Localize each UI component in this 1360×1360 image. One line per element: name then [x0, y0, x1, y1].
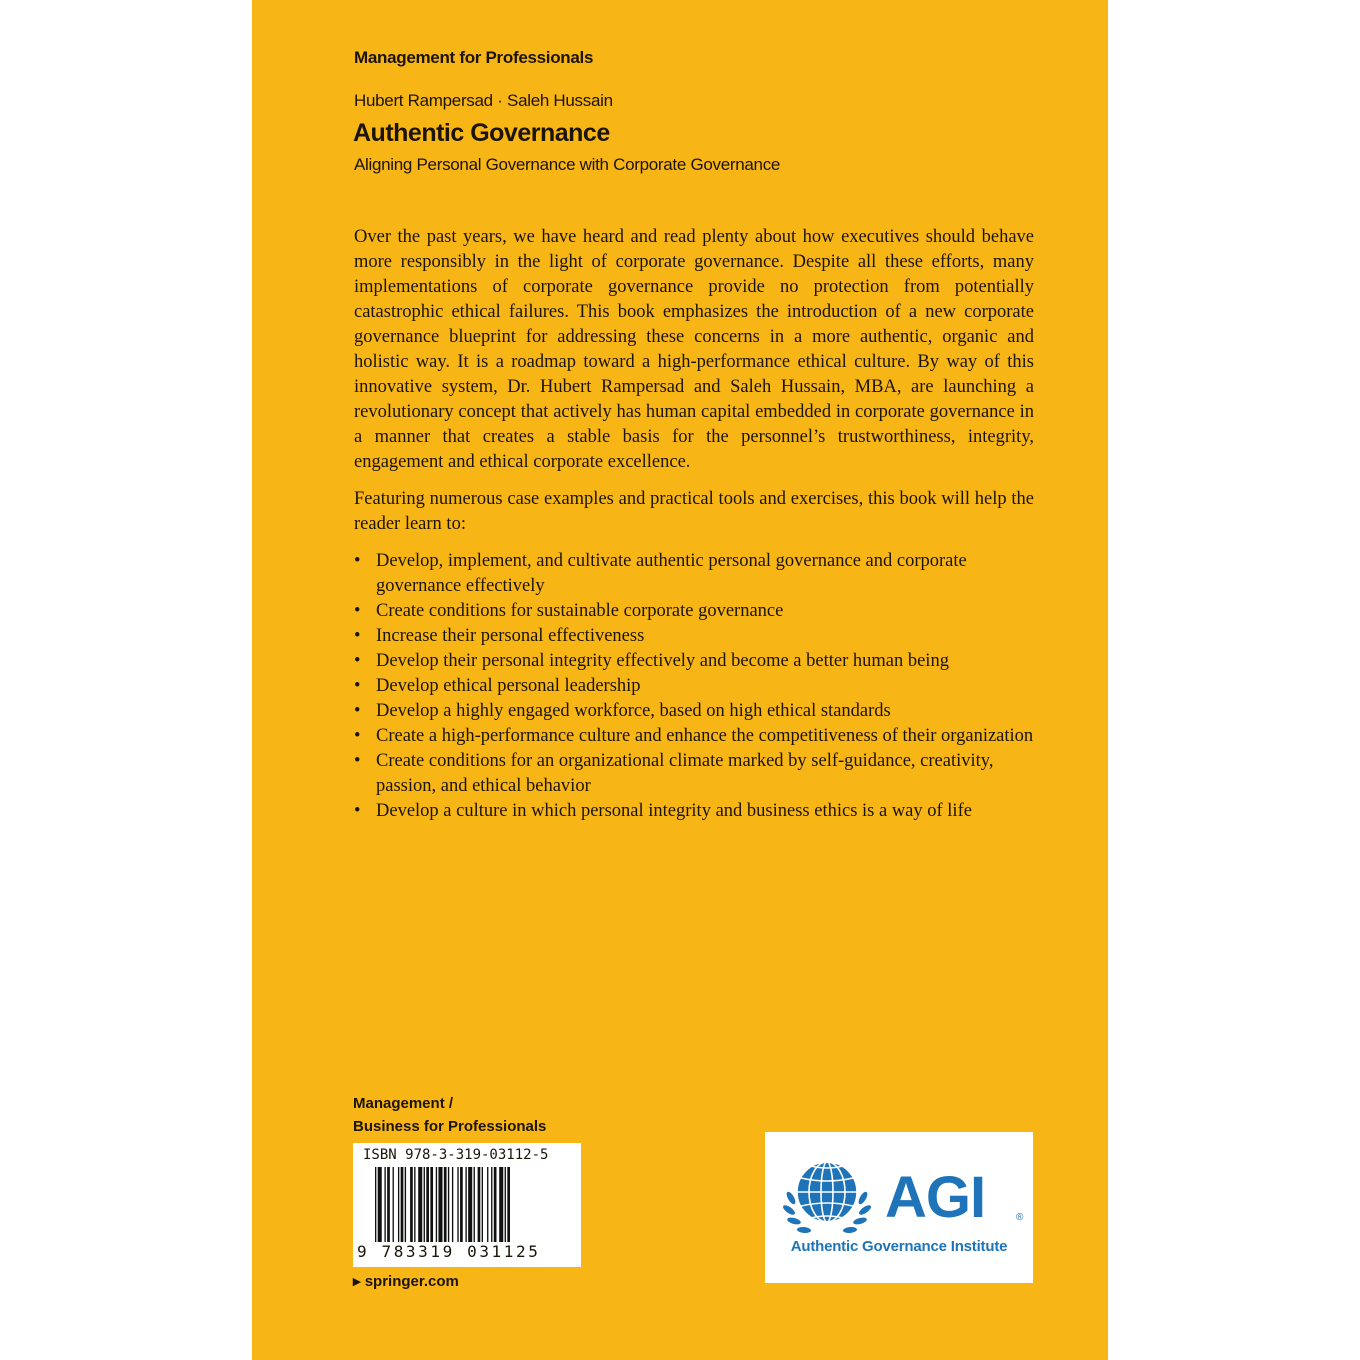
list-item: • Develop their personal integrity effectively and become a better human being [354, 649, 1034, 674]
barcode-bar [457, 1167, 458, 1251]
bullet-icon: • [354, 726, 361, 746]
barcode-bar [401, 1167, 404, 1251]
book-title: Authentic Governance [353, 119, 610, 147]
barcode-bar [444, 1167, 447, 1251]
authors: Hubert Rampersad · Saleh Hussain [354, 91, 613, 110]
barcode-bar [465, 1167, 466, 1251]
barcode-bar [414, 1167, 415, 1251]
barcode-bar [468, 1167, 472, 1251]
category-line: Business for Professionals [353, 1118, 547, 1135]
barcode-bar [505, 1167, 506, 1251]
registered-mark: ® [1016, 1212, 1024, 1223]
barcode-bar [430, 1167, 433, 1251]
publisher-website: ▸ springer.com [353, 1273, 459, 1290]
barcode-bar [405, 1167, 406, 1251]
list-item: • Create conditions for an organizational climate marked by self-guidance, creativity, passion, and ethical behavior [354, 751, 994, 796]
barcode-bar [384, 1167, 385, 1251]
book-subtitle: Aligning Personal Governance with Corporate Governance [354, 155, 781, 174]
barcode-bar [436, 1167, 437, 1251]
barcode-bar [507, 1167, 510, 1251]
barcode-bar [482, 1167, 483, 1251]
bullet-icon: • [354, 676, 361, 696]
list-item: • Develop, implement, and cultivate authentic personal governance and corporate governance effectively [354, 551, 967, 596]
blurb [354, 225, 1034, 824]
bullet-icon: • [354, 801, 361, 821]
agi-logo [765, 1132, 1033, 1283]
bullet-icon: • [354, 651, 361, 671]
list-item: • Develop a culture in which personal integrity and business ethics is a way of life [354, 799, 1034, 824]
isbn-barcode [353, 1143, 581, 1267]
bullet-icon: • [354, 701, 361, 721]
barcode-bar [448, 1167, 449, 1251]
isbn-label: ISBN 978-3-319-03112-5 [363, 1147, 549, 1163]
bullet-icon: • [354, 626, 361, 646]
list-item: • Develop a highly engaged workforce, based on high ethical standards [354, 699, 1034, 724]
barcode-bar [478, 1167, 481, 1251]
globe-laurel-icon [777, 1154, 877, 1244]
list-item: • Increase their personal effectiveness [354, 624, 1034, 649]
back-cover [252, 0, 1108, 1360]
barcode-bar [452, 1167, 453, 1251]
barcode-bar [438, 1167, 442, 1251]
bullet-icon: • [354, 601, 361, 621]
barcode-bar [426, 1167, 429, 1251]
agi-name: Authentic Governance Institute [790, 1238, 1008, 1255]
barcode-bar [418, 1167, 422, 1251]
barcode-bar [494, 1167, 497, 1251]
barcode-bar [393, 1167, 394, 1251]
list-item: • Create a high-performance culture and enhance the competitiveness of their organization [354, 724, 1034, 749]
bullet-icon: • [354, 551, 361, 571]
barcode-bar [424, 1167, 425, 1251]
agi-acronym: AGI [885, 1165, 986, 1230]
barcode-bar [460, 1167, 463, 1251]
series-name: Management for Professionals [354, 48, 594, 67]
barcode-digits: 9 783319 031125 [357, 1242, 577, 1261]
barcode-bar [499, 1167, 503, 1251]
barcode-bar [378, 1167, 382, 1251]
blurb-paragraph: Featuring numerous case examples and practical tools and exercises, this book will help the reader learn to: [354, 489, 1034, 534]
subject-category [353, 1092, 546, 1138]
blurb-paragraph: Over the past years, we have heard and read plenty about how executives should behave more responsibly in the light of corporate governance. Despite all these efforts, many implementations of corporate governance provide no protection from potentially catastrophic ethical failures. This book emphasizes the introduction of a new corporate governance blueprint for addressing these concerns in a more authentic, organic and holistic way. It is a roadmap toward a high-performance ethical culture. By way of this innovative system, Dr. Hubert Rampersad and Saleh Hussain, MBA, are launching a revolutionary concept that actively has human capital embedded in corporate governance in a manner that creates a stable basis for the personnel’s trustworthiness, integrity, engagement and ethical corporate excellence. [354, 227, 1034, 472]
barcode-bar [375, 1167, 376, 1251]
bullet-icon: • [354, 751, 361, 771]
list-item: • Create conditions for sustainable corporate governance [354, 599, 1034, 624]
list-item: • Develop ethical personal leadership [354, 674, 1034, 699]
barcode-icon [375, 1167, 559, 1251]
barcode-bar [491, 1167, 492, 1251]
category-line: Management / [353, 1095, 454, 1112]
barcode-bar [410, 1167, 413, 1251]
barcode-bar [487, 1167, 488, 1251]
barcode-bar [387, 1167, 390, 1251]
benefits-list [354, 549, 1034, 824]
barcode-bar [398, 1167, 399, 1251]
barcode-bar [474, 1167, 475, 1251]
